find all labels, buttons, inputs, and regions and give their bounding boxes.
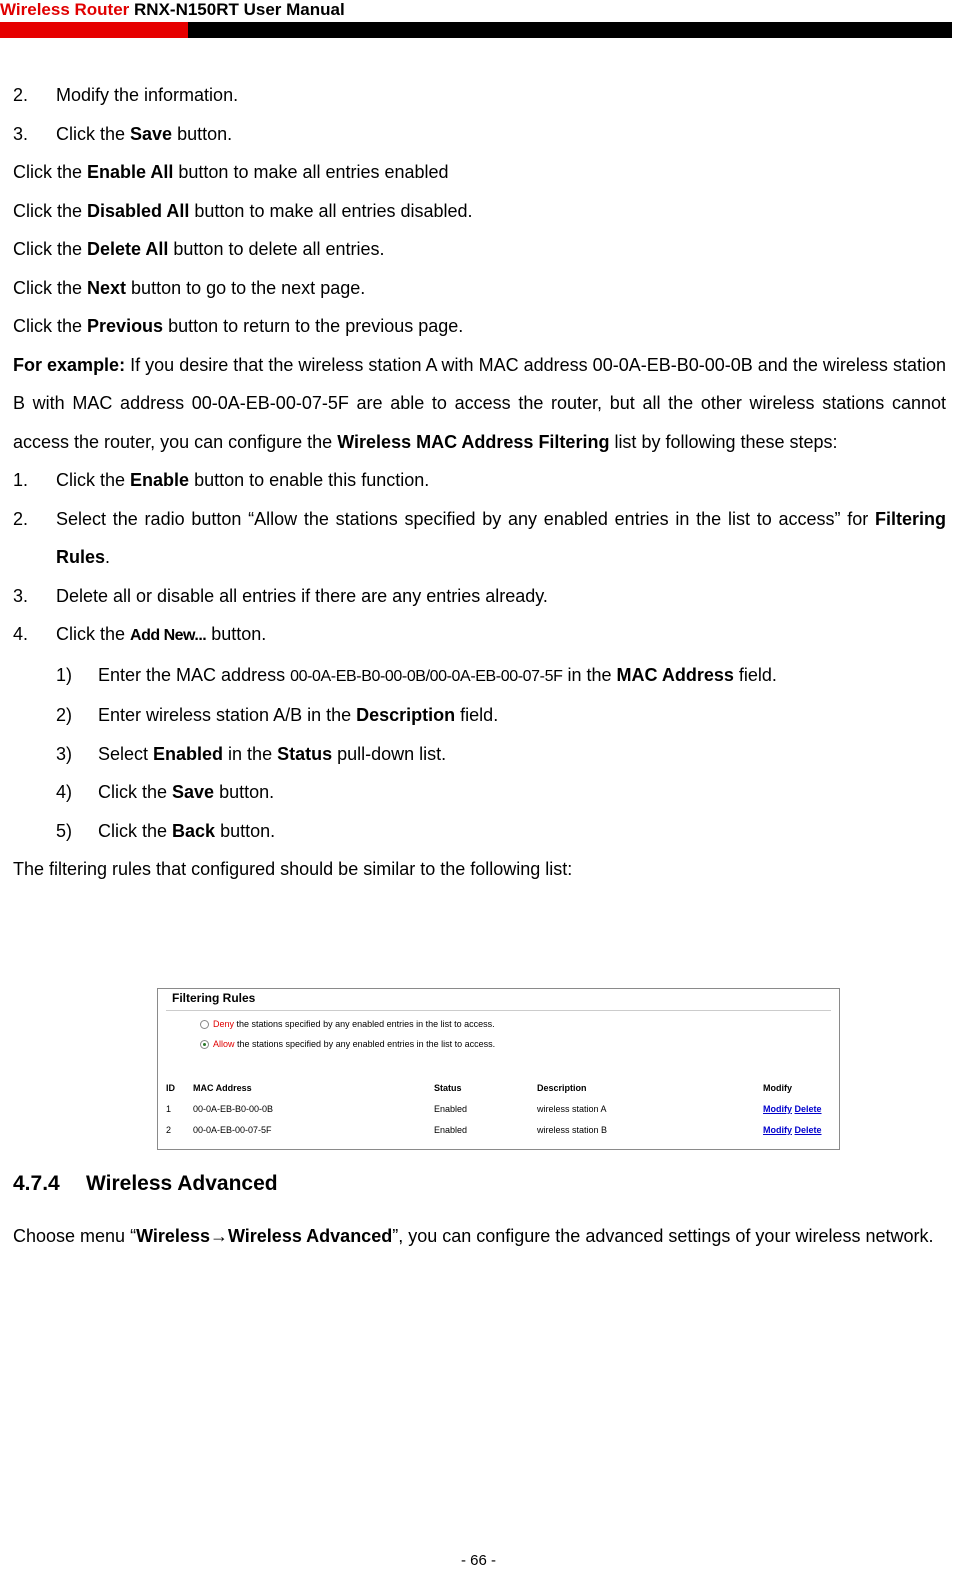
col-header-mac: MAC Address — [193, 1083, 252, 1093]
choose-pre: Choose menu “ — [13, 1226, 137, 1246]
sub-step-text — [98, 696, 946, 735]
step-text-post: button to enable this function. — [189, 470, 430, 490]
line-bold: Enable All — [87, 162, 174, 182]
section-heading — [13, 1170, 278, 1198]
section-title: Wireless Advanced — [86, 1172, 278, 1195]
deny-option[interactable] — [200, 1019, 495, 1030]
sub-step-bold: Description — [356, 705, 456, 725]
header-bar-red — [0, 22, 188, 38]
step-text-pre: Click the — [56, 470, 131, 490]
header-model: RNX-N150RT User Manual — [134, 0, 345, 19]
header-bar-black — [188, 22, 952, 38]
step-text-pre: Select the radio button “Allow the stations specified by any enabled entries in the list to access” for — [56, 508, 875, 529]
step-text-post: button. — [206, 624, 267, 644]
line-pre: Click the — [13, 162, 88, 182]
add-new-label: Add New... — [130, 627, 207, 644]
row-1-delete-link[interactable]: Delete — [794, 1104, 822, 1114]
choose-menu-paragraph — [13, 1217, 946, 1256]
deny-option-label — [213, 1019, 495, 1030]
line-pre: Click the — [13, 316, 88, 336]
step-text-pre: Click the — [56, 123, 131, 144]
mac-address-inline: 00-0A-EB-B0-00-0B/00-0A-EB-00-07-5F — [290, 667, 563, 685]
step-text — [56, 500, 946, 577]
choose-bold: Wireless→Wireless Advanced — [136, 1226, 393, 1246]
line-bold: Next — [87, 277, 127, 298]
page-header — [0, 0, 957, 40]
sub-step-post: field. — [733, 664, 777, 685]
step-text-post: . — [105, 547, 111, 567]
allow-option-label — [213, 1039, 495, 1050]
sub-step-bold-2: Status — [277, 743, 333, 764]
step-number: 3. — [13, 585, 29, 606]
step-text-pre: Modify the information. — [56, 85, 239, 105]
figure-title: Filtering Rules — [172, 991, 256, 1005]
click-line-enable-all — [13, 153, 946, 192]
allow-keyword: Allow — [213, 1039, 235, 1049]
header-brand: Wireless Router — [0, 0, 130, 19]
row-1-mac: 00-0A-EB-B0-00-0B — [193, 1104, 274, 1114]
sub-step-pre: Click the — [98, 820, 173, 841]
sub-step-pre: Select — [98, 743, 154, 764]
click-line-previous — [13, 307, 946, 346]
step-text — [56, 76, 946, 115]
step-number: 3. — [13, 123, 29, 144]
row-2-id: 2 — [166, 1125, 172, 1135]
step-text: Delete all or disable all entries if there are any entries already. — [56, 585, 548, 606]
header-title — [0, 0, 345, 19]
click-line-next — [13, 269, 946, 308]
row-1-id: 1 — [166, 1104, 172, 1114]
col-header-description: Description — [537, 1083, 587, 1093]
sub-step-post: pull-down list. — [332, 743, 447, 764]
sub-step-1 — [13, 656, 946, 697]
page-number: - 66 - — [460, 1552, 496, 1569]
allow-text: the stations specified by any enabled entries in the list to access. — [234, 1039, 496, 1049]
allow-option[interactable] — [200, 1039, 495, 1050]
sub-step-post: button. — [215, 820, 276, 841]
sub-step-text — [98, 656, 946, 697]
col-header-status: Status — [434, 1083, 462, 1093]
sub-step-text — [98, 812, 946, 851]
deny-text: the stations specified by any enabled entries in the list to access. — [234, 1019, 495, 1029]
sub-step-number: 5) — [56, 820, 73, 841]
example-text-2: list by following these steps: — [609, 431, 838, 452]
figure-divider — [166, 1010, 831, 1011]
step-text-bold: Save — [130, 123, 173, 144]
sub-step-bold: Back — [172, 820, 216, 841]
row-2-delete-link[interactable]: Delete — [794, 1125, 822, 1135]
deny-radio[interactable] — [200, 1020, 209, 1029]
filtering-rules-figure — [157, 988, 840, 1150]
sub-step-number: 3) — [56, 743, 73, 764]
line-post: button to return to the previous page. — [163, 316, 464, 336]
sub-step-text — [98, 773, 946, 812]
example-paragraph — [13, 346, 946, 462]
sub-step-bold: Save — [172, 782, 215, 802]
step-text-pre: Click the — [56, 624, 131, 644]
col-header-modify: Modify — [763, 1083, 792, 1093]
row-1-actions — [763, 1104, 822, 1115]
example-step-4 — [13, 615, 946, 656]
sub-step-5 — [13, 812, 946, 851]
line-bold: Disabled All — [87, 200, 190, 221]
sub-step-mid: in the — [562, 664, 617, 685]
step-number: 4. — [13, 624, 29, 644]
line-bold: Delete All — [87, 239, 169, 259]
example-step-1 — [13, 461, 946, 500]
step-number: 1. — [13, 470, 29, 490]
col-header-id: ID — [166, 1083, 175, 1093]
deny-keyword: Deny — [213, 1019, 235, 1029]
sub-step-4 — [13, 773, 946, 812]
step-2-modify — [13, 76, 946, 115]
body-content — [13, 76, 946, 889]
example-step-2 — [13, 500, 946, 577]
sub-step-post: field. — [455, 705, 499, 725]
row-2-actions — [763, 1125, 822, 1136]
example-label: For example: — [13, 354, 126, 375]
line-pre: Click the — [13, 200, 88, 221]
sub-step-bold: MAC Address — [616, 664, 734, 685]
row-1-description: wireless station A — [537, 1104, 607, 1114]
row-2-description: wireless station B — [537, 1125, 608, 1135]
sub-step-2 — [13, 696, 946, 735]
allow-radio-selected[interactable] — [200, 1040, 209, 1049]
line-bold: Previous — [87, 316, 164, 336]
line-pre: Click the — [13, 239, 88, 259]
step-text — [56, 615, 946, 656]
step-text — [56, 461, 946, 500]
choose-post: ”, you can configure the advanced settings of your wireless network. — [392, 1226, 934, 1246]
sub-step-pre: Enter the MAC address — [98, 664, 291, 685]
sub-step-number: 2) — [56, 705, 73, 725]
line-post: button to make all entries disabled. — [189, 200, 473, 221]
line-post: button to make all entries enabled — [173, 162, 449, 182]
sub-step-pre: Click the — [98, 782, 173, 802]
click-line-disabled-all — [13, 192, 946, 231]
step-text-post: button. — [172, 123, 233, 144]
section-number: 4.7.4 — [13, 1172, 60, 1195]
sub-step-pre: Enter wireless station A/B in the — [98, 705, 357, 725]
sub-step-3 — [13, 735, 946, 774]
example-text-1: If you desire that the wireless station A with MAC address 00-0A-EB-B0-00-0B and the wireless station B with MAC address 00-0A-EB-00-07-5F are able to access the router, but all the other wireless stations cannot access the router, you can configure the — [13, 354, 946, 452]
click-line-delete-all — [13, 230, 946, 269]
row-2-modify-link[interactable]: Modify — [763, 1125, 792, 1135]
step-text — [56, 115, 946, 154]
line-post: button to delete all entries. — [168, 239, 385, 259]
example-step-3 — [13, 577, 946, 616]
step-text-bold: Filtering Rules — [56, 508, 946, 567]
row-2-mac: 00-0A-EB-00-07-5F — [193, 1125, 272, 1135]
sub-step-number: 4) — [56, 782, 73, 802]
row-2-status: Enabled — [434, 1125, 468, 1135]
example-bold: Wireless MAC Address Filtering — [337, 431, 610, 452]
sub-step-post: button. — [214, 782, 275, 802]
sub-step-text — [98, 735, 946, 774]
line-post: button to go to the next page. — [126, 277, 366, 298]
closing-line: The filtering rules that configured should be similar to the following list: — [13, 859, 573, 879]
row-1-status: Enabled — [434, 1104, 468, 1114]
step-3-save — [13, 115, 946, 154]
step-number: 2. — [13, 508, 29, 529]
sub-step-number: 1) — [56, 664, 73, 685]
step-text-bold: Enable — [130, 470, 190, 490]
sub-step-mid: in the — [223, 743, 278, 764]
row-1-modify-link[interactable]: Modify — [763, 1104, 792, 1114]
step-number: 2. — [13, 85, 29, 105]
sub-step-bold: Enabled — [153, 743, 224, 764]
line-pre: Click the — [13, 277, 88, 298]
